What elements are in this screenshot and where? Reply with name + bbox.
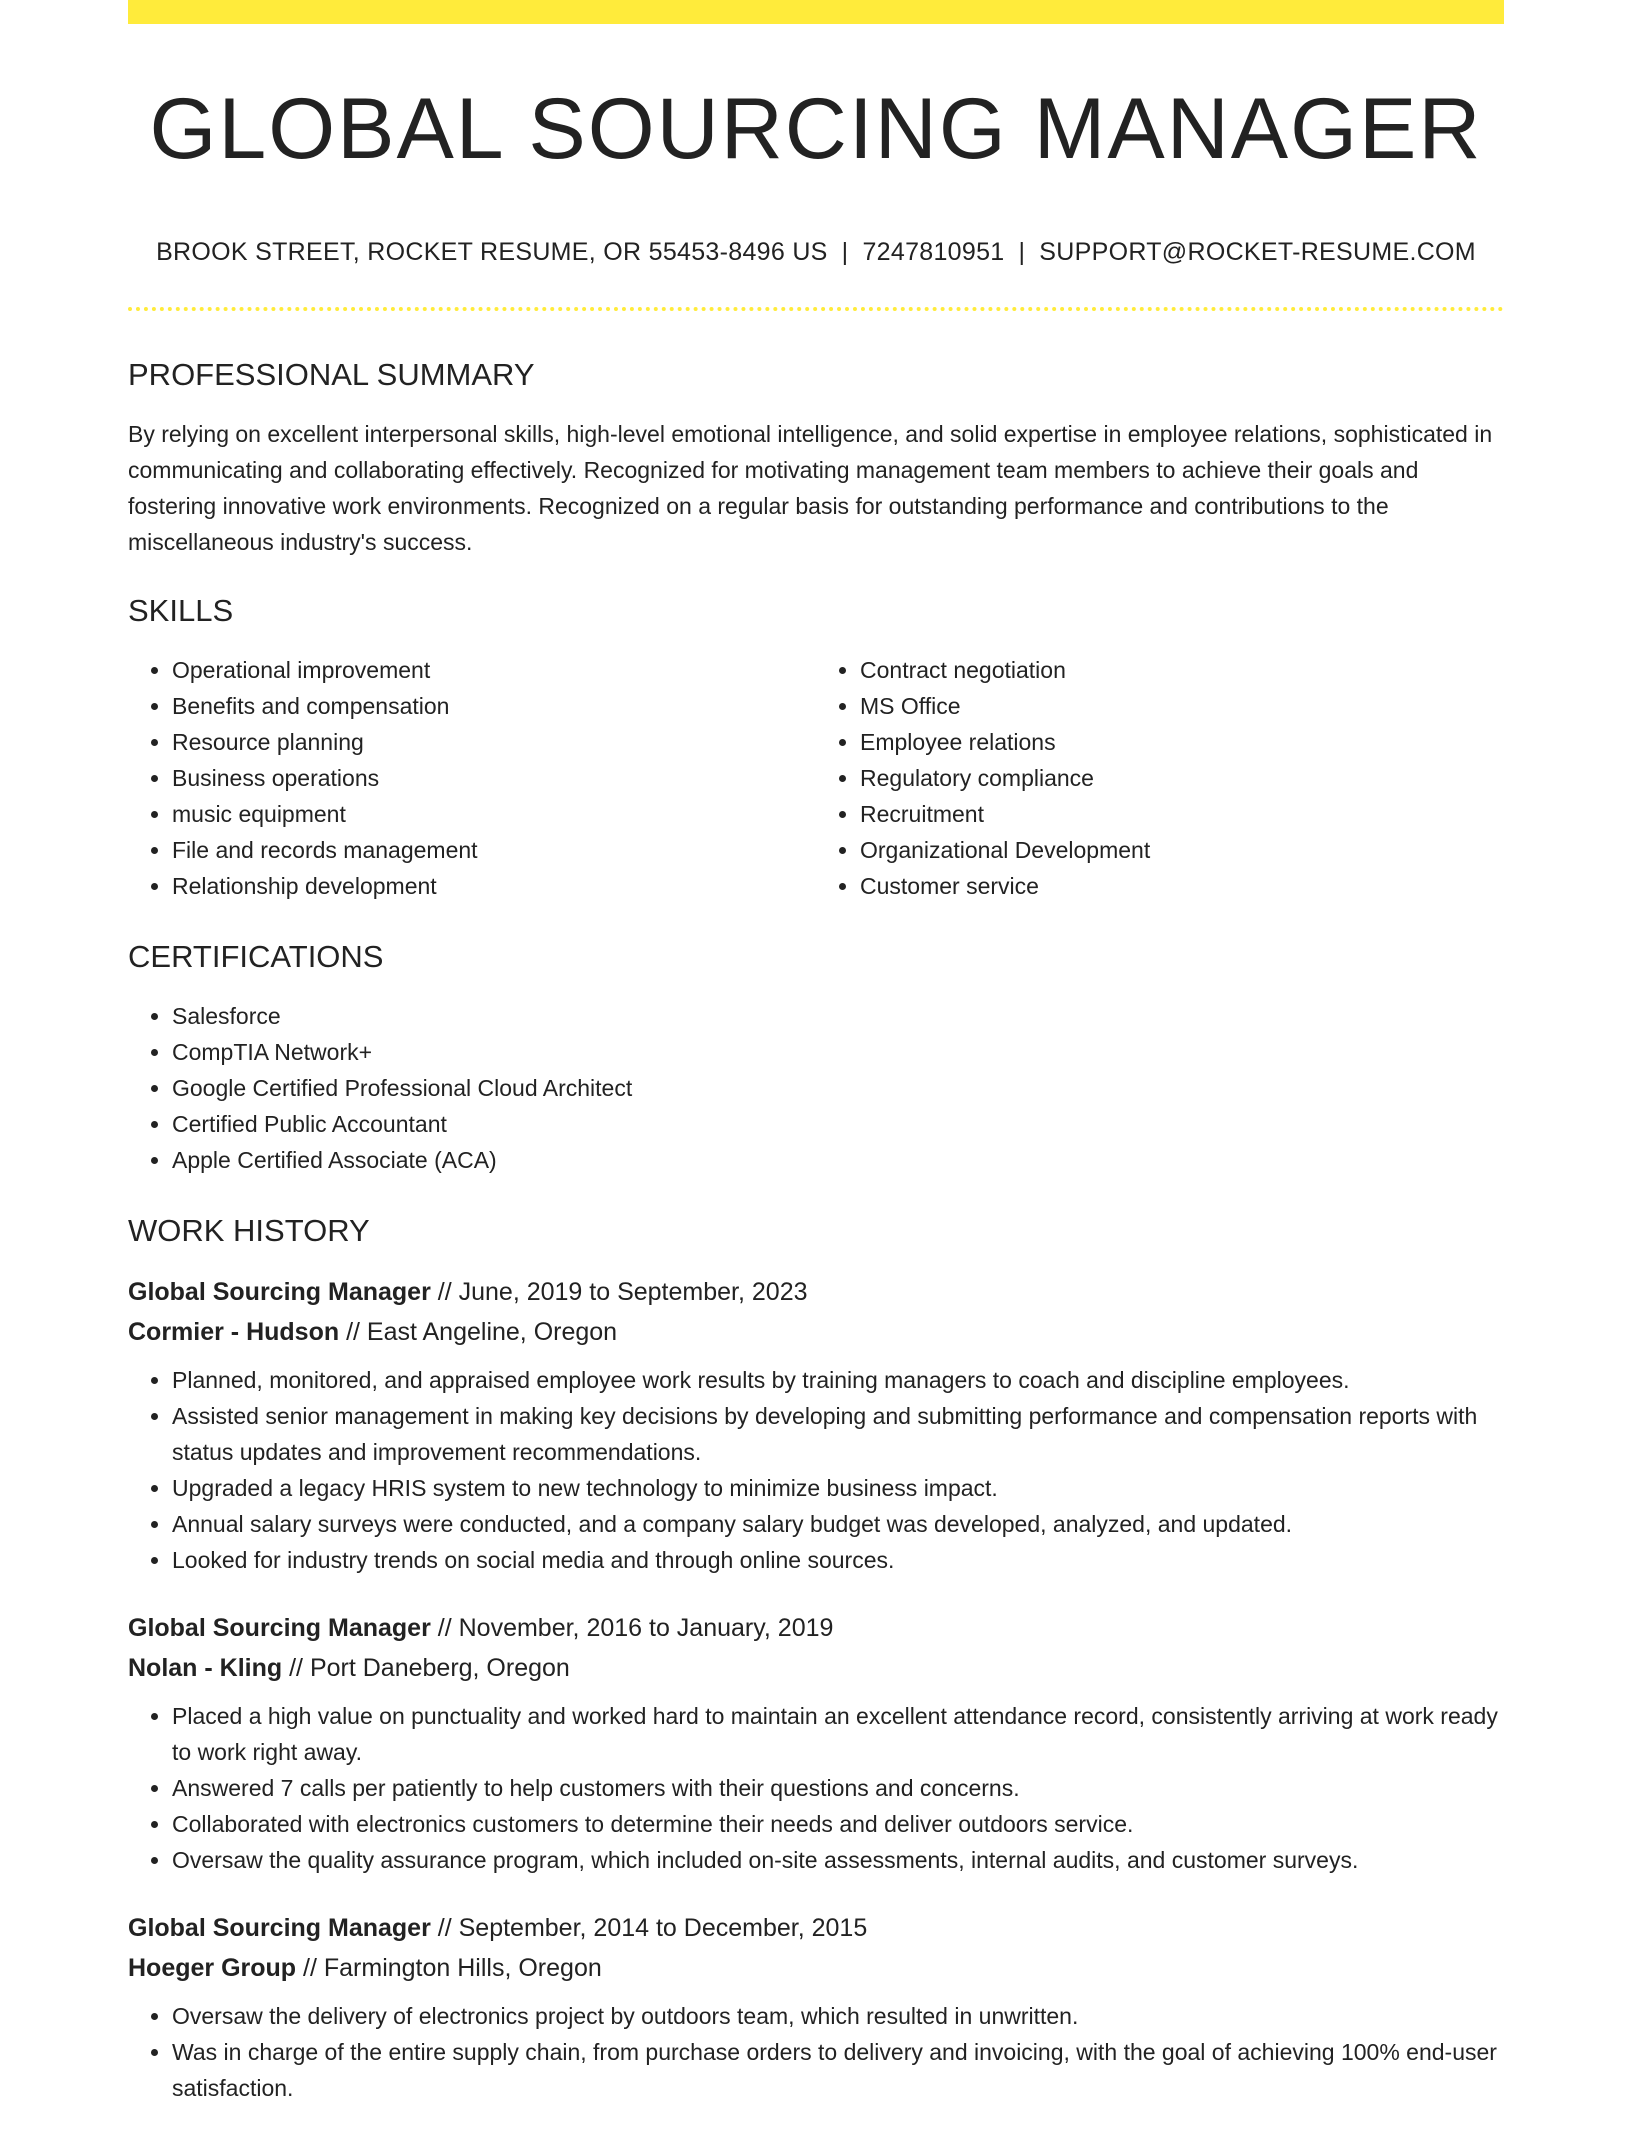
list-item: • Contract negotiation xyxy=(860,652,1504,688)
resume-body xyxy=(128,352,1504,2136)
list-item: • Was in charge of the entire supply chain, from purchase orders to delivery and invoicing, with the goal of achieving 100% end-user satisfaction. xyxy=(172,2034,1504,2106)
job-dates: // June, 2019 to September, 2023 xyxy=(437,1278,808,1306)
job-title: Global Sourcing Manager xyxy=(128,1614,431,1642)
job-company-line xyxy=(128,1948,1504,1988)
job-location: // Farmington Hills, Oregon xyxy=(303,1954,602,1982)
resume-title: GLOBAL SOURCING MANAGER xyxy=(149,81,1483,177)
list-item: • Employee relations xyxy=(860,724,1504,760)
list-item: • Operational improvement xyxy=(172,652,816,688)
list-item: • Looked for industry trends on social media and through online sources. xyxy=(172,1542,1504,1578)
job-title: Global Sourcing Manager xyxy=(128,1914,431,1942)
summary-heading: PROFESSIONAL SUMMARY xyxy=(128,357,535,392)
list-item: • music equipment xyxy=(172,796,816,832)
work-history-section xyxy=(128,1208,1504,2106)
contact-address: BROOK STREET, ROCKET RESUME, OR 55453-8496 US xyxy=(156,238,828,266)
list-item: • Upgraded a legacy HRIS system to new technology to minimize business impact. xyxy=(172,1470,1504,1506)
job-dates: // September, 2014 to December, 2015 xyxy=(437,1914,868,1942)
job-location: // Port Daneberg, Oregon xyxy=(289,1654,570,1682)
contact-separator: | xyxy=(841,238,849,266)
skills-section xyxy=(128,588,1504,904)
list-item: • Assisted senior management in making key decisions by developing and submitting performance and compensation reports with status updates and improvement recommendations. xyxy=(172,1398,1504,1470)
list-item: • Collaborated with electronics customers to determine their needs and deliver outdoors service. xyxy=(172,1806,1504,1842)
list-item: • CompTIA Network+ xyxy=(172,1034,1504,1070)
job-entry xyxy=(128,1272,1504,1578)
list-item: • Salesforce xyxy=(172,998,1504,1034)
dotted-divider xyxy=(128,307,1504,311)
list-item: • Customer service xyxy=(860,868,1504,904)
accent-top-bar xyxy=(128,0,1504,24)
contact-line xyxy=(128,238,1504,267)
job-company: Hoeger Group xyxy=(128,1954,297,1982)
certifications-section xyxy=(128,934,1504,1178)
summary-section xyxy=(128,352,1504,560)
list-item: • Certified Public Accountant xyxy=(172,1106,1504,1142)
list-item: • Oversaw the quality assurance program, which included on-site assessments, internal audits, and customer surveys. xyxy=(172,1842,1504,1878)
list-item: • Relationship development xyxy=(172,868,816,904)
list-item: • Google Certified Professional Cloud Architect xyxy=(172,1070,1504,1106)
job-title: Global Sourcing Manager xyxy=(128,1278,431,1306)
jobs-list xyxy=(128,1272,1504,2106)
list-item: • Planned, monitored, and appraised employee work results by training managers to coach and discipline employees. xyxy=(172,1362,1504,1398)
job-location: // East Angeline, Oregon xyxy=(346,1318,618,1346)
job-bullets xyxy=(128,1362,1504,1578)
list-item: • Resource planning xyxy=(172,724,816,760)
list-item: • Regulatory compliance xyxy=(860,760,1504,796)
job-dates: // November, 2016 to January, 2019 xyxy=(437,1614,834,1642)
contact-email: SUPPORT@ROCKET-RESUME.COM xyxy=(1039,238,1476,266)
job-company-line xyxy=(128,1312,1504,1352)
skills-heading: SKILLS xyxy=(128,593,234,628)
list-item: • Annual salary surveys were conducted, and a company salary budget was developed, analyzed, and updated. xyxy=(172,1506,1504,1542)
list-item: • Organizational Development xyxy=(860,832,1504,868)
work-history-heading: WORK HISTORY xyxy=(128,1213,370,1248)
certifications-heading: CERTIFICATIONS xyxy=(128,939,384,974)
certifications-list xyxy=(128,998,1504,1178)
contact-phone: 7247810951 xyxy=(862,238,1005,266)
list-item: • Answered 7 calls per patiently to help customers with their questions and concerns. xyxy=(172,1770,1504,1806)
job-title-line xyxy=(128,1608,1504,1648)
skills-left-column xyxy=(128,652,816,904)
job-bullets xyxy=(128,1998,1504,2106)
skills-right-column xyxy=(816,652,1504,904)
job-title-line xyxy=(128,1908,1504,1948)
list-item: • Oversaw the delivery of electronics project by outdoors team, which resulted in unwritten. xyxy=(172,1998,1504,2034)
job-title-line xyxy=(128,1272,1504,1312)
contact-separator: | xyxy=(1018,238,1026,266)
job-company: Nolan - Kling xyxy=(128,1654,283,1682)
job-company-line xyxy=(128,1648,1504,1688)
job-entry xyxy=(128,1908,1504,2106)
job-bullets xyxy=(128,1698,1504,1878)
summary-text: By relying on excellent interpersonal skills, high-level emotional intelligence, and solid expertise in employee relations, sophisticated in communicating and collaborating effectively. Recognized for motivating management team members to achieve their goals and fostering innovative work environments. Recognized on a regular basis for outstanding performance and contributions to the miscellaneous industry's success. xyxy=(128,421,1493,555)
job-entry xyxy=(128,1608,1504,1878)
list-item: • Apple Certified Associate (ACA) xyxy=(172,1142,1504,1178)
list-item: • Benefits and compensation xyxy=(172,688,816,724)
list-item: • Business operations xyxy=(172,760,816,796)
list-item: • File and records management xyxy=(172,832,816,868)
job-company: Cormier - Hudson xyxy=(128,1318,340,1346)
skills-grid xyxy=(128,652,1504,904)
list-item: • Placed a high value on punctuality and worked hard to maintain an excellent attendance record, consistently arriving at work ready to work right away. xyxy=(172,1698,1504,1770)
list-item: • Recruitment xyxy=(860,796,1504,832)
list-item: • MS Office xyxy=(860,688,1504,724)
